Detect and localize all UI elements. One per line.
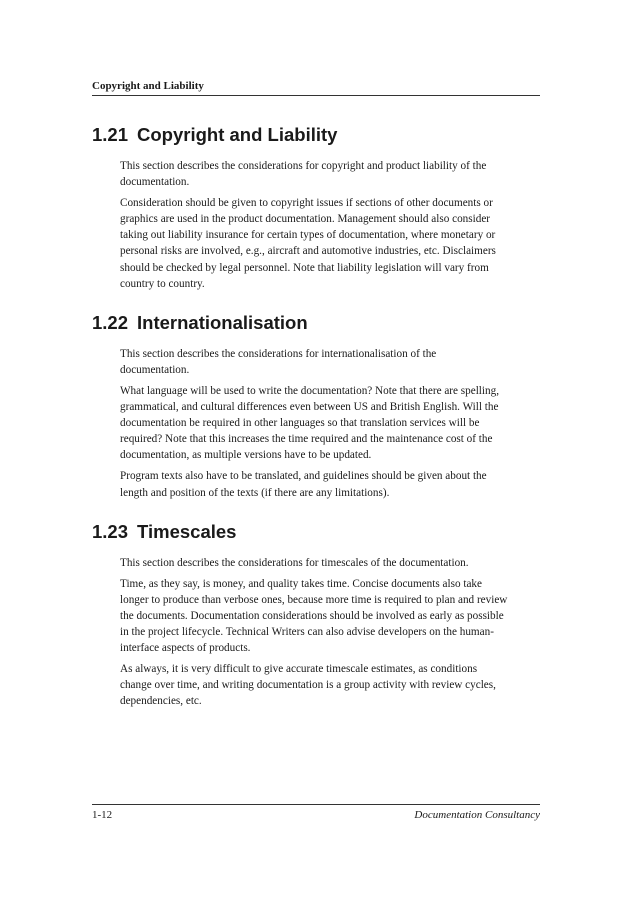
section-title: Copyright and Liability <box>137 124 338 145</box>
section-timescales <box>92 521 540 710</box>
section-number: 1.22 <box>92 311 129 333</box>
footer-page-number: 1-12 <box>92 809 113 821</box>
running-footer <box>92 804 540 822</box>
paragraph: Consideration should be given to copyright issues if sections of other documents or graphics are used in the product documentation. Management should also consider taking out liability insurance for certain types of documentation, where monetary or personal risks are involved, e.g., aircraft and automotive industries, etc. Disclaimers should be checked by legal personnel. Note that liability legislation will vary from country to country. <box>120 197 496 290</box>
paragraph: Time, as they say, is money, and quality takes time. Concise documents also take longer to produce than verbose ones, because more time is required to plan and review the documents. Documentation considerations should be involved as early as possible in the project lifecycle. Technical Writers can also advise developers on the human-interface aspects of products. <box>120 577 508 655</box>
paragraph: This section describes the considerations for internationalisation of the documentation. <box>120 347 437 376</box>
paragraph: This section describes the considerations for timescales of the documentation. <box>120 556 469 569</box>
paragraph: As always, it is very difficult to give accurate timescale estimates, as conditions change over time, and writing documentation is a group activity with review cycles, dependencies, etc. <box>120 663 496 708</box>
section-title: Internationalisation <box>137 311 308 333</box>
section-number: 1.21 <box>92 124 129 145</box>
paragraph: Program texts also have to be translated, and guidelines should be given about the length and position of the texts (if there are any limitations). <box>120 470 487 499</box>
section-heading <box>92 521 540 543</box>
section-heading <box>92 124 540 146</box>
paragraph: This section describes the considerations for copyright and product liability of the documentation. <box>120 160 487 189</box>
section-body <box>120 346 508 501</box>
section-body <box>120 158 508 292</box>
section-copyright-liability <box>92 124 540 292</box>
running-header <box>92 79 540 96</box>
section-title: Timescales <box>137 520 237 542</box>
header-title: Copyright and Liability <box>92 80 204 92</box>
footer-publication: Documentation Consultancy <box>414 809 540 821</box>
page-content <box>92 124 540 714</box>
paragraph: What language will be used to write the documentation? Note that there are spelling, grammatical, and cultural differences even between US and British English. Will the documentation be required in other languages so that translation services will be required? Note that this increases the time required and the maintenance cost of the documentation, as multiple versions have to be updated. <box>120 384 500 462</box>
section-body <box>120 555 508 710</box>
section-number: 1.23 <box>92 520 129 542</box>
section-heading <box>92 312 540 334</box>
section-internationalisation <box>92 312 540 501</box>
